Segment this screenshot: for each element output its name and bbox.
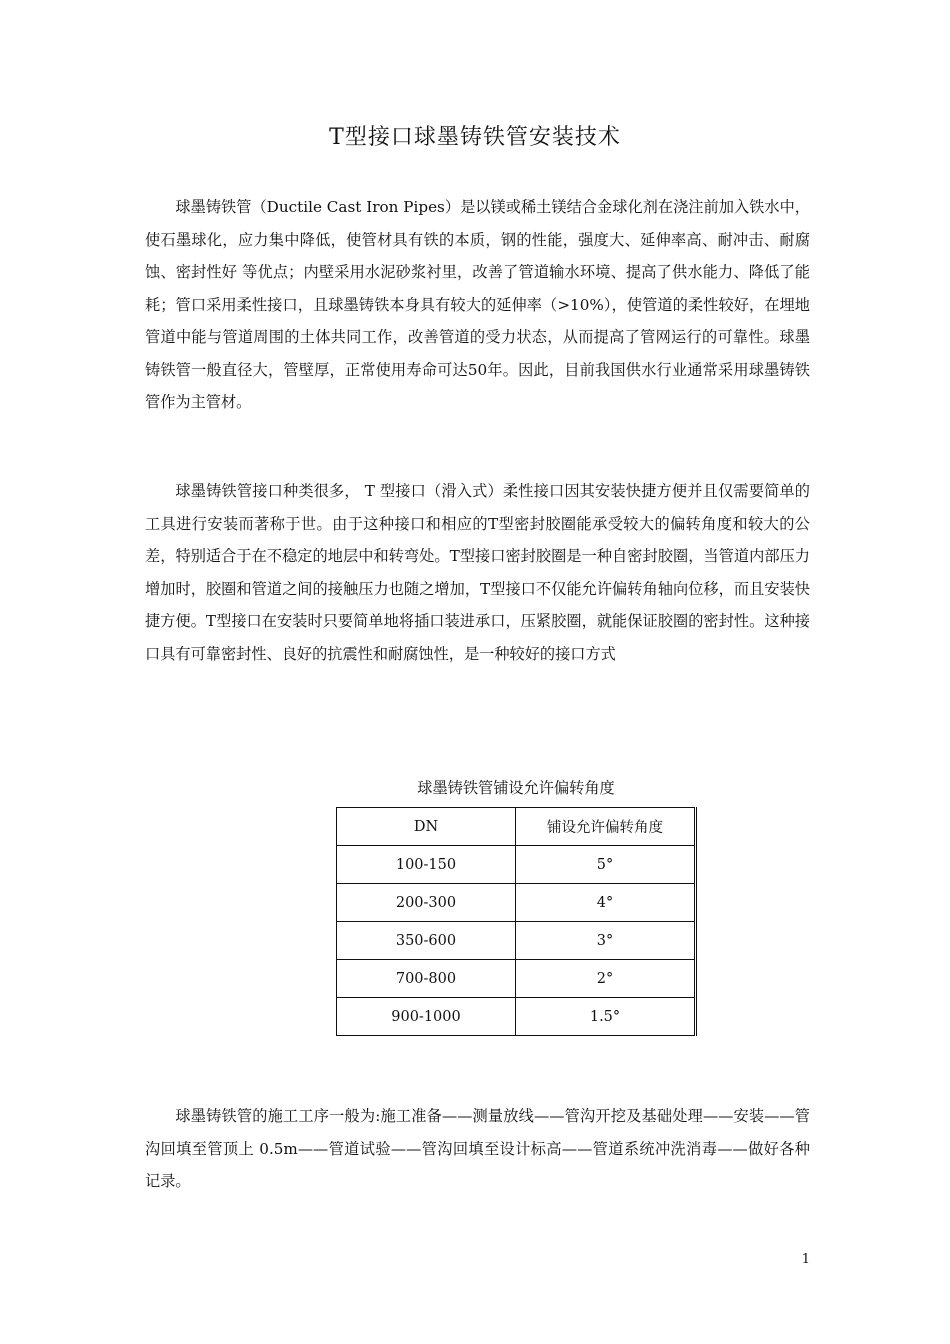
page-number: 1 [801,1252,810,1267]
paragraph-procedure: 球墨铸铁管的施工工序一般为:施工准备——测量放线——管沟开挖及基础处理——安装——管沟回填至管顶上 0.5m——管道试验——管沟回填至设计标高——管道系统冲洗消毒——做好各种记录。 [145,1107,810,1190]
deflection-angle-table [336,807,697,1036]
table-row [337,998,696,1036]
table-cell-angle: 3° [516,922,696,960]
table-row [337,846,696,884]
table-caption: 球墨铸铁管铺设允许偏转角度 [417,779,615,797]
table-row [337,884,696,922]
table-cell-dn: 700-800 [337,960,516,998]
document-title: T型接口球墨铸铁管安装技术 [329,125,621,150]
table-row [337,960,696,998]
table-cell-dn: 900-1000 [337,998,516,1036]
table-cell-angle: 5° [516,846,696,884]
table-cell-dn: 200-300 [337,884,516,922]
table-header-row [337,808,696,846]
table-row [337,922,696,960]
paragraph-t-joint: 球墨铸铁管接口种类很多， T 型接口（滑入式）柔性接口因其安装快捷方便并且仅需要简单的工具进行安装而著称于世。由于这种接口和相应的T型密封胶圈能承受较大的偏转角度和较大的公差，特别适合于在不稳定的地层中和转弯处。T型接口密封胶圈是一种自密封胶圈，当管道内部压力增加时，胶圈和管道之间的接触压力也随之增加，T型接口不仅能允许偏转角轴向位移，而且安装快捷方便。T型接口在安装时只要简单地将插口装进承口，压紧胶圈，就能保证胶圈的密封性。这种接口具有可靠密封性、良好的抗震性和耐腐蚀性，是一种较好的接口方式 [145,482,810,663]
table-cell-dn: 350-600 [337,922,516,960]
table-cell-angle: 4° [516,884,696,922]
table-cell-angle: 1.5° [516,998,696,1036]
table-cell-angle: 2° [516,960,696,998]
table-header-angle: 铺设允许偏转角度 [516,808,696,846]
paragraph-intro: 球墨铸铁管（Ductile Cast Iron Pipes）是以镁或稀土镁结合金球化剂在浇注前加入铁水中，使石墨球化，应力集中降低，使管材具有铁的本质，钢的性能，强度大、延伸率高、耐冲击、耐腐蚀、密封性好 等优点；内壁采用水泥砂浆衬里，改善了管道输水环境、提高了供水能力、降低了能耗；管口采用柔性接口，且球墨铸铁本身具有较大的延伸率（>10%），使管道的柔性较好，在埋地管道中能与管道周围的土体共同工作，改善管道的受力状态，从而提高了管网运行的可靠性。球墨铸铁管一般直径大，管壁厚，正常使用寿命可达50年。因此，目前我国供水行业通常采用球墨铸铁管作为主管材。 [145,198,810,411]
table-cell-dn: 100-150 [337,846,516,884]
table-header-dn: DN [337,808,516,846]
